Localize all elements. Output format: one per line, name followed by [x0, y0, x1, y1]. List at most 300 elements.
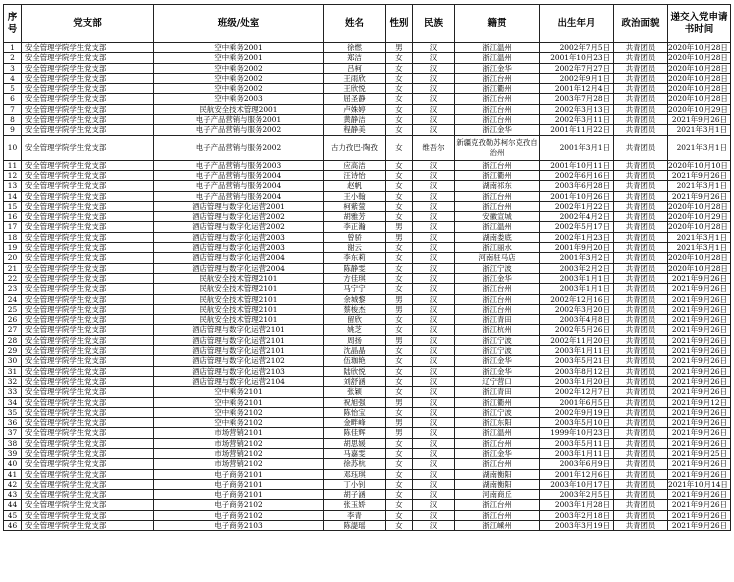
cell-political-status: 共青团员 [614, 125, 668, 135]
cell-application-date: 2021年9月26日 [668, 335, 731, 345]
cell-party-branch: 安全管理学院学生党支部 [22, 84, 154, 94]
cell-ethnicity: 汉 [413, 490, 455, 500]
cell-political-status: 共青团员 [614, 170, 668, 180]
cell-index: 18 [4, 232, 22, 242]
cell-gender: 女 [386, 53, 413, 63]
cell-party-branch: 安全管理学院学生党支部 [22, 115, 154, 125]
cell-birth-date: 1999年10月23日 [540, 428, 614, 438]
table-row [4, 366, 731, 376]
cell-name: 李正瀚 [324, 222, 386, 232]
cell-party-branch: 安全管理学院学生党支部 [22, 135, 154, 160]
cell-native-place: 浙江台州 [455, 510, 540, 520]
cell-index: 14 [4, 191, 22, 201]
cell-ethnicity: 汉 [413, 84, 455, 94]
cell-index: 4 [4, 73, 22, 83]
cell-ethnicity: 汉 [413, 469, 455, 479]
cell-gender: 女 [386, 115, 413, 125]
cell-party-branch: 安全管理学院学生党支部 [22, 376, 154, 386]
cell-ethnicity: 汉 [413, 222, 455, 232]
cell-gender: 女 [386, 438, 413, 448]
table-row [4, 387, 731, 397]
cell-political-status: 共青团员 [614, 438, 668, 448]
cell-native-place: 浙江台州 [455, 500, 540, 510]
cell-index: 28 [4, 335, 22, 345]
cell-class-office: 空中乘务2002 [154, 84, 324, 94]
cell-index: 24 [4, 294, 22, 304]
cell-application-date: 2021年9月26日 [668, 170, 731, 180]
table-row [4, 53, 731, 63]
cell-birth-date: 2002年9月19日 [540, 407, 614, 417]
cell-application-date: 2021年9月26日 [668, 294, 731, 304]
table-row [4, 273, 731, 283]
cell-birth-date: 2001年6月5日 [540, 397, 614, 407]
cell-name: 胡思媛 [324, 438, 386, 448]
cell-index: 15 [4, 201, 22, 211]
cell-class-office: 空中乘务2001 [154, 43, 324, 53]
header-birth-date: 出生年月 [540, 5, 614, 43]
cell-birth-date: 2002年12月7日 [540, 387, 614, 397]
cell-application-date: 2021年3月1日 [668, 232, 731, 242]
cell-native-place: 浙江台州 [455, 294, 540, 304]
cell-index: 11 [4, 160, 22, 170]
cell-class-office: 空中乘务2101 [154, 387, 324, 397]
cell-application-date: 2021年9月26日 [668, 346, 731, 356]
cell-name: 张颖 [324, 387, 386, 397]
cell-class-office: 民航安全技术管理2101 [154, 294, 324, 304]
cell-party-branch: 安全管理学院学生党支部 [22, 201, 154, 211]
cell-political-status: 共青团员 [614, 448, 668, 458]
cell-gender: 女 [386, 356, 413, 366]
cell-native-place: 浙江青田 [455, 387, 540, 397]
cell-index: 3 [4, 63, 22, 73]
cell-political-status: 共青团员 [614, 181, 668, 191]
cell-application-date: 2020年10月10日 [668, 160, 731, 170]
cell-gender: 女 [386, 94, 413, 104]
cell-native-place: 浙江金华 [455, 366, 540, 376]
cell-native-place: 浙江台州 [455, 73, 540, 83]
cell-name: 陈佳辉 [324, 428, 386, 438]
cell-ethnicity: 汉 [413, 273, 455, 283]
table-row [4, 125, 731, 135]
cell-native-place: 浙江金华 [455, 356, 540, 366]
cell-index: 1 [4, 43, 22, 53]
cell-application-date: 2020年10月29日 [668, 104, 731, 114]
cell-party-branch: 安全管理学院学生党支部 [22, 418, 154, 428]
cell-gender: 男 [386, 222, 413, 232]
cell-native-place: 河南驻马店 [455, 253, 540, 263]
table-row [4, 212, 731, 222]
cell-application-date: 2020年10月28日 [668, 263, 731, 273]
cell-political-status: 共青团员 [614, 243, 668, 253]
cell-index: 35 [4, 407, 22, 417]
cell-birth-date: 2002年3月11日 [540, 115, 614, 125]
table-header [4, 5, 731, 43]
cell-name: 胡子涵 [324, 490, 386, 500]
table-row [4, 73, 731, 83]
cell-political-status: 共青团员 [614, 397, 668, 407]
header-ethnicity: 民族 [413, 5, 455, 43]
cell-party-branch: 安全管理学院学生党支部 [22, 346, 154, 356]
cell-index: 20 [4, 253, 22, 263]
cell-ethnicity: 汉 [413, 356, 455, 366]
cell-political-status: 共青团员 [614, 459, 668, 469]
cell-ethnicity: 汉 [413, 201, 455, 211]
cell-political-status: 共青团员 [614, 490, 668, 500]
cell-party-branch: 安全管理学院学生党支部 [22, 397, 154, 407]
table-row [4, 469, 731, 479]
cell-class-office: 酒店管理与数字化运营2003 [154, 243, 324, 253]
cell-gender: 男 [386, 232, 413, 242]
cell-class-office: 民航安全技术管理2101 [154, 315, 324, 325]
table-row [4, 335, 731, 345]
cell-party-branch: 安全管理学院学生党支部 [22, 284, 154, 294]
cell-political-status: 共青团员 [614, 315, 668, 325]
cell-application-date: 2020年10月28日 [668, 73, 731, 83]
cell-party-branch: 安全管理学院学生党支部 [22, 191, 154, 201]
cell-ethnicity: 汉 [413, 304, 455, 314]
cell-native-place: 浙江温州 [455, 43, 540, 53]
cell-class-office: 民航安全技术管理2001 [154, 104, 324, 114]
cell-name: 李青 [324, 510, 386, 520]
cell-birth-date: 2003年1月11日 [540, 448, 614, 458]
cell-name: 屈圣静 [324, 94, 386, 104]
cell-ethnicity: 汉 [413, 115, 455, 125]
cell-name: 张玉娇 [324, 500, 386, 510]
cell-political-status: 共青团员 [614, 510, 668, 520]
cell-class-office: 酒店管理与数字化运营2002 [154, 212, 324, 222]
cell-class-office: 市场营销2102 [154, 438, 324, 448]
cell-native-place: 浙江宁波 [455, 407, 540, 417]
cell-class-office: 酒店管理与数字化运营2101 [154, 346, 324, 356]
cell-class-office: 电子产品营销与服务2002 [154, 135, 324, 160]
table-row [4, 94, 731, 104]
cell-birth-date: 2002年9月1日 [540, 73, 614, 83]
table-row [4, 500, 731, 510]
table-row [4, 510, 731, 520]
cell-birth-date: 2003年1月11日 [540, 346, 614, 356]
cell-native-place: 浙江金华 [455, 448, 540, 458]
table-row [4, 84, 731, 94]
cell-application-date: 2021年9月26日 [668, 284, 731, 294]
cell-political-status: 共青团员 [614, 191, 668, 201]
cell-birth-date: 2002年6月16日 [540, 170, 614, 180]
cell-application-date: 2020年10月28日 [668, 63, 731, 73]
cell-index: 2 [4, 53, 22, 63]
cell-class-office: 空中乘务2003 [154, 94, 324, 104]
cell-gender: 女 [386, 125, 413, 135]
cell-political-status: 共青团员 [614, 304, 668, 314]
cell-ethnicity: 汉 [413, 346, 455, 356]
cell-native-place: 浙江温州 [455, 428, 540, 438]
cell-ethnicity: 汉 [413, 53, 455, 63]
cell-gender: 女 [386, 181, 413, 191]
cell-birth-date: 2001年12月6日 [540, 469, 614, 479]
cell-gender: 女 [386, 469, 413, 479]
cell-party-branch: 安全管理学院学生党支部 [22, 232, 154, 242]
cell-ethnicity: 汉 [413, 63, 455, 73]
cell-index: 25 [4, 304, 22, 314]
cell-ethnicity: 汉 [413, 407, 455, 417]
cell-ethnicity: 汉 [413, 418, 455, 428]
cell-index: 43 [4, 490, 22, 500]
cell-ethnicity: 汉 [413, 253, 455, 263]
cell-party-branch: 安全管理学院学生党支部 [22, 263, 154, 273]
cell-name: 马宁宁 [324, 284, 386, 294]
cell-party-branch: 安全管理学院学生党支部 [22, 428, 154, 438]
cell-party-branch: 安全管理学院学生党支部 [22, 170, 154, 180]
cell-native-place: 浙江台州 [455, 191, 540, 201]
cell-political-status: 共青团员 [614, 335, 668, 345]
cell-gender: 女 [386, 490, 413, 500]
cell-ethnicity: 汉 [413, 438, 455, 448]
cell-name: 姚芝 [324, 325, 386, 335]
cell-index: 6 [4, 94, 22, 104]
cell-party-branch: 安全管理学院学生党支部 [22, 43, 154, 53]
table-row [4, 459, 731, 469]
cell-native-place: 浙江台州 [455, 201, 540, 211]
cell-name: 陈諟瑶 [324, 521, 386, 531]
cell-index: 38 [4, 438, 22, 448]
cell-gender: 女 [386, 407, 413, 417]
cell-native-place: 湖南衡阳 [455, 469, 540, 479]
cell-political-status: 共青团员 [614, 521, 668, 531]
cell-gender: 女 [386, 160, 413, 170]
header-row [4, 5, 731, 43]
cell-ethnicity: 汉 [413, 387, 455, 397]
cell-political-status: 共青团员 [614, 160, 668, 170]
cell-name: 金畔峰 [324, 418, 386, 428]
cell-ethnicity: 汉 [413, 212, 455, 222]
cell-name: 黄静洁 [324, 115, 386, 125]
cell-native-place: 浙江衢州 [455, 170, 540, 180]
header-name: 姓名 [324, 5, 386, 43]
cell-name: 伍珈艳 [324, 356, 386, 366]
cell-birth-date: 2002年7月5日 [540, 43, 614, 53]
cell-index: 41 [4, 469, 22, 479]
table-row [4, 263, 731, 273]
cell-index: 9 [4, 125, 22, 135]
cell-native-place: 浙江杭州 [455, 325, 540, 335]
cell-class-office: 酒店管理与数字化运营2103 [154, 366, 324, 376]
table-row [4, 438, 731, 448]
cell-party-branch: 安全管理学院学生党支部 [22, 94, 154, 104]
cell-native-place: 浙江金华 [455, 63, 540, 73]
cell-political-status: 共青团员 [614, 253, 668, 263]
cell-gender: 女 [386, 387, 413, 397]
cell-gender: 女 [386, 448, 413, 458]
cell-class-office: 市场营销2102 [154, 459, 324, 469]
cell-name: 马嘉雯 [324, 448, 386, 458]
cell-name: 古力孜巴·陶孜 [324, 135, 386, 160]
cell-ethnicity: 汉 [413, 366, 455, 376]
table-row [4, 346, 731, 356]
cell-birth-date: 2002年12月16日 [540, 294, 614, 304]
cell-birth-date: 2001年10月23日 [540, 53, 614, 63]
table-row [4, 191, 731, 201]
cell-party-branch: 安全管理学院学生党支部 [22, 479, 154, 489]
cell-party-branch: 安全管理学院学生党支部 [22, 510, 154, 520]
cell-index: 42 [4, 479, 22, 489]
cell-application-date: 2021年9月26日 [668, 490, 731, 500]
cell-index: 16 [4, 212, 22, 222]
cell-name: 王欣悦 [324, 84, 386, 94]
cell-native-place: 浙江温州 [455, 222, 540, 232]
cell-name: 王雨欣 [324, 73, 386, 83]
cell-ethnicity: 汉 [413, 263, 455, 273]
cell-name: 谢云 [324, 243, 386, 253]
cell-name: 徐苏杭 [324, 459, 386, 469]
cell-gender: 男 [386, 294, 413, 304]
table-row [4, 232, 731, 242]
table-row [4, 43, 731, 53]
cell-class-office: 空中乘务2101 [154, 397, 324, 407]
cell-party-branch: 安全管理学院学生党支部 [22, 63, 154, 73]
cell-ethnicity: 汉 [413, 459, 455, 469]
cell-class-office: 酒店管理与数字化运营2002 [154, 222, 324, 232]
cell-class-office: 电子产品营销与服务2004 [154, 191, 324, 201]
cell-name: 徐燃 [324, 43, 386, 53]
cell-application-date: 2020年10月28日 [668, 53, 731, 63]
table-row [4, 448, 731, 458]
cell-application-date: 2020年10月28日 [668, 222, 731, 232]
table-row [4, 104, 731, 114]
cell-application-date: 2021年9月26日 [668, 315, 731, 325]
cell-party-branch: 安全管理学院学生党支部 [22, 222, 154, 232]
cell-index: 29 [4, 346, 22, 356]
cell-gender: 女 [386, 135, 413, 160]
table-row [4, 253, 731, 263]
cell-class-office: 空中乘务2002 [154, 73, 324, 83]
cell-party-branch: 安全管理学院学生党支部 [22, 243, 154, 253]
cell-birth-date: 2001年11月22日 [540, 125, 614, 135]
cell-party-branch: 安全管理学院学生党支部 [22, 181, 154, 191]
cell-application-date: 2021年10月14日 [668, 479, 731, 489]
cell-gender: 女 [386, 273, 413, 283]
cell-class-office: 电子商务2101 [154, 469, 324, 479]
cell-class-office: 市场营销2101 [154, 428, 324, 438]
cell-political-status: 共青团员 [614, 94, 668, 104]
cell-class-office: 空中乘务2001 [154, 53, 324, 63]
table-row [4, 397, 731, 407]
cell-political-status: 共青团员 [614, 43, 668, 53]
cell-native-place: 浙江台州 [455, 94, 540, 104]
cell-birth-date: 2003年7月28日 [540, 94, 614, 104]
cell-index: 45 [4, 510, 22, 520]
cell-name: 汪诗怡 [324, 170, 386, 180]
cell-application-date: 2021年9月26日 [668, 325, 731, 335]
cell-application-date: 2021年9月26日 [668, 273, 731, 283]
table-row [4, 243, 731, 253]
cell-ethnicity: 汉 [413, 94, 455, 104]
table-row [4, 222, 731, 232]
table-row [4, 181, 731, 191]
header-political-status: 政治面貌 [614, 5, 668, 43]
cell-gender: 女 [386, 243, 413, 253]
cell-index: 31 [4, 366, 22, 376]
cell-birth-date: 2003年6月9日 [540, 459, 614, 469]
cell-birth-date: 2002年1月23日 [540, 232, 614, 242]
cell-name: 吕柯 [324, 63, 386, 73]
cell-ethnicity: 汉 [413, 243, 455, 253]
cell-birth-date: 2001年12月4日 [540, 84, 614, 94]
cell-class-office: 电子产品营销与服务2001 [154, 115, 324, 125]
table-row [4, 407, 731, 417]
cell-application-date: 2021年9月26日 [668, 428, 731, 438]
cell-ethnicity: 汉 [413, 428, 455, 438]
cell-birth-date: 2001年10月11日 [540, 160, 614, 170]
table-row [4, 315, 731, 325]
cell-party-branch: 安全管理学院学生党支部 [22, 521, 154, 531]
cell-name: 丁小钊 [324, 479, 386, 489]
cell-native-place: 浙江台州 [455, 115, 540, 125]
cell-class-office: 空中乘务2102 [154, 418, 324, 428]
table-row [4, 325, 731, 335]
cell-gender: 女 [386, 73, 413, 83]
cell-party-branch: 安全管理学院学生党支部 [22, 490, 154, 500]
cell-application-date: 2020年10月28日 [668, 201, 731, 211]
cell-name: 祝旭强 [324, 397, 386, 407]
cell-political-status: 共青团员 [614, 63, 668, 73]
cell-index: 39 [4, 448, 22, 458]
cell-ethnicity: 汉 [413, 376, 455, 386]
header-class-office: 班级/处室 [154, 5, 324, 43]
cell-native-place: 河南商丘 [455, 490, 540, 500]
cell-birth-date: 2002年3月20日 [540, 304, 614, 314]
cell-gender: 女 [386, 510, 413, 520]
cell-class-office: 电子产品营销与服务2004 [154, 181, 324, 191]
cell-native-place: 浙江台州 [455, 104, 540, 114]
cell-party-branch: 安全管理学院学生党支部 [22, 73, 154, 83]
cell-application-date: 2020年10月28日 [668, 94, 731, 104]
cell-gender: 男 [386, 304, 413, 314]
cell-gender: 女 [386, 366, 413, 376]
cell-class-office: 酒店管理与数字化运营2003 [154, 232, 324, 242]
cell-ethnicity: 汉 [413, 294, 455, 304]
cell-birth-date: 2003年1月20日 [540, 376, 614, 386]
cell-native-place: 浙江台州 [455, 284, 540, 294]
cell-name: 蔡梭杰 [324, 304, 386, 314]
cell-political-status: 共青团员 [614, 376, 668, 386]
cell-political-status: 共青团员 [614, 346, 668, 356]
cell-index: 17 [4, 222, 22, 232]
cell-party-branch: 安全管理学院学生党支部 [22, 273, 154, 283]
cell-political-status: 共青团员 [614, 294, 668, 304]
cell-party-branch: 安全管理学院学生党支部 [22, 160, 154, 170]
cell-gender: 女 [386, 191, 413, 201]
cell-political-status: 共青团员 [614, 479, 668, 489]
cell-class-office: 电子产品营销与服务2002 [154, 125, 324, 135]
cell-political-status: 共青团员 [614, 284, 668, 294]
cell-gender: 女 [386, 104, 413, 114]
cell-native-place: 浙江东阳 [455, 418, 540, 428]
cell-ethnicity: 汉 [413, 397, 455, 407]
cell-application-date: 2021年9月26日 [668, 376, 731, 386]
cell-class-office: 电子商务2101 [154, 490, 324, 500]
cell-birth-date: 2001年9月20日 [540, 243, 614, 253]
cell-native-place: 辽宁营口 [455, 376, 540, 386]
cell-class-office: 电子商务2102 [154, 510, 324, 520]
cell-ethnicity: 汉 [413, 232, 455, 242]
cell-class-office: 酒店管理与数字化运营2101 [154, 325, 324, 335]
cell-application-date: 2021年3月1日 [668, 125, 731, 135]
table-row [4, 294, 731, 304]
cell-index: 32 [4, 376, 22, 386]
cell-gender: 男 [386, 43, 413, 53]
header-index: 序号 [4, 5, 22, 43]
cell-ethnicity: 汉 [413, 500, 455, 510]
cell-political-status: 共青团员 [614, 428, 668, 438]
cell-birth-date: 2003年1月1日 [540, 273, 614, 283]
